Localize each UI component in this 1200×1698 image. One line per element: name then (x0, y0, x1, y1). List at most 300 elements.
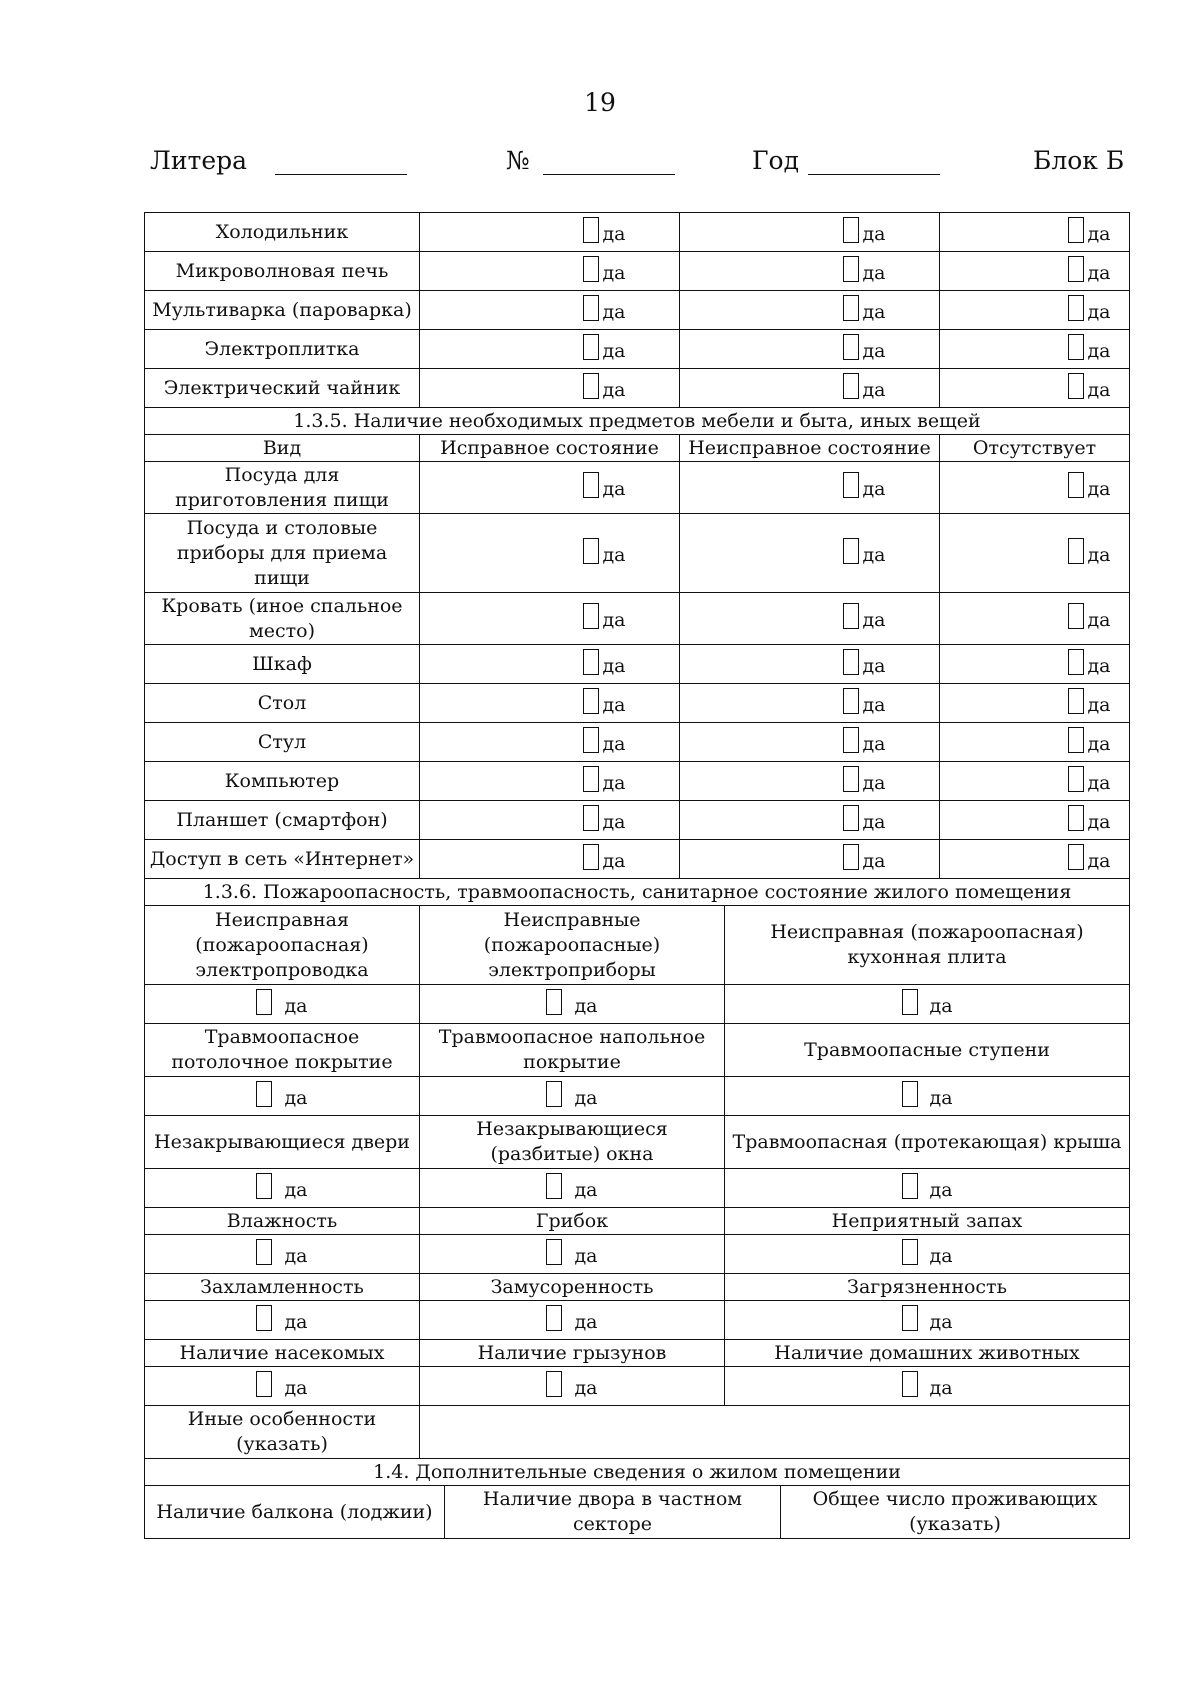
checkbox[interactable] (1068, 217, 1084, 243)
section-136-title-row (145, 879, 1130, 906)
checkbox[interactable] (546, 1371, 562, 1397)
checkbox-working[interactable] (473, 601, 625, 629)
checkbox[interactable] (583, 334, 599, 360)
hazard-checkbox[interactable] (256, 1079, 307, 1107)
checkbox[interactable] (546, 1173, 562, 1199)
hazard-label-row (145, 1208, 1130, 1235)
checkbox[interactable] (546, 1305, 562, 1331)
hazard-checkbox[interactable] (902, 1237, 953, 1265)
checkbox[interactable] (843, 805, 859, 831)
checkbox-label: да (1087, 339, 1111, 362)
hazard-checkbox[interactable] (546, 1369, 597, 1397)
checkbox-working[interactable] (473, 686, 625, 714)
number-field[interactable] (543, 174, 675, 175)
checkbox-absent[interactable] (958, 842, 1110, 870)
checkbox-absent-cell (940, 369, 1130, 408)
hazard-label: Незакрывающиеся двери (145, 1116, 420, 1169)
column-header: Отсутствует (940, 435, 1130, 462)
checkbox[interactable] (1068, 538, 1084, 564)
checkbox[interactable] (843, 766, 859, 792)
hazard-checkbox[interactable] (256, 1171, 307, 1199)
checkbox-absent[interactable] (958, 332, 1110, 360)
checkbox-label: да (284, 1244, 308, 1267)
checkbox[interactable] (1068, 844, 1084, 870)
checkbox-absent[interactable] (958, 254, 1110, 282)
litera-field[interactable] (275, 174, 407, 175)
checkbox-working[interactable] (473, 725, 625, 753)
checkbox-absent-cell (940, 801, 1130, 840)
checkbox-working-cell (420, 462, 680, 514)
checkbox-label: да (1087, 810, 1111, 833)
checkbox-label: да (602, 378, 626, 401)
checkbox[interactable] (583, 688, 599, 714)
checkbox-broken-cell (680, 462, 940, 514)
checkbox-absent[interactable] (958, 601, 1110, 629)
checkbox-broken[interactable] (733, 686, 885, 714)
checkbox-broken-cell (680, 330, 940, 369)
checkbox[interactable] (902, 1239, 918, 1265)
checkbox-broken[interactable] (733, 647, 885, 675)
checkbox-absent-cell (940, 723, 1130, 762)
checkbox-broken[interactable] (733, 601, 885, 629)
checkbox-absent-cell (940, 291, 1130, 330)
checkbox-label: да (602, 654, 626, 677)
checkbox[interactable] (583, 256, 599, 282)
checkbox-label: да (602, 849, 626, 872)
furniture-item-name: Стол (145, 684, 420, 723)
checkbox-label: да (862, 609, 886, 631)
checkbox-absent-cell (940, 684, 1130, 723)
checkbox[interactable] (1068, 334, 1084, 360)
checkbox-absent-cell (940, 330, 1130, 369)
furniture-row (145, 684, 1130, 723)
checkbox-label: да (1087, 732, 1111, 755)
hazard-checkbox-row (145, 1301, 1130, 1340)
checkbox[interactable] (843, 603, 859, 629)
additional-info-table (144, 1485, 1130, 1539)
hazard-label: Неприятный запах (725, 1208, 1130, 1235)
checkbox-absent[interactable] (958, 215, 1110, 243)
section-136-title: 1.3.6. Пожароопасность, травмоопасность, санитарное состояние жилого помещения (145, 879, 1130, 906)
hazard-checkbox[interactable] (256, 1303, 307, 1331)
appliance-name: Электроплитка (145, 330, 420, 369)
checkbox[interactable] (843, 256, 859, 282)
hazard-checkbox[interactable] (546, 1237, 597, 1265)
checkbox[interactable] (843, 649, 859, 675)
hazard-checkbox-cell (725, 1367, 1130, 1406)
checkbox-absent-cell (940, 252, 1130, 291)
hazard-checkbox-cell (725, 1077, 1130, 1116)
checkbox-broken-cell (680, 291, 940, 330)
checkbox[interactable] (583, 805, 599, 831)
checkbox-working-cell (420, 840, 680, 879)
checkbox-working-cell (420, 801, 680, 840)
hazard-label-row (145, 1274, 1130, 1301)
checkbox-absent[interactable] (958, 803, 1110, 831)
checkbox[interactable] (1068, 766, 1084, 792)
column-header: Вид (145, 435, 420, 462)
checkbox-label: да (602, 732, 626, 755)
checkbox-broken-cell (680, 840, 940, 879)
checkbox[interactable] (902, 1081, 918, 1107)
checkbox-broken[interactable] (733, 371, 885, 399)
checkbox-label: да (862, 300, 886, 323)
hazard-checkbox[interactable] (902, 1303, 953, 1331)
appliance-name: Электрический чайник (145, 369, 420, 408)
checkbox-label: да (602, 261, 626, 284)
litera-label: Литера (150, 146, 248, 175)
year-label: Год (752, 146, 799, 175)
checkbox-broken[interactable] (733, 254, 885, 282)
checkbox-broken-cell (680, 684, 940, 723)
checkbox[interactable] (583, 603, 599, 629)
checkbox[interactable] (843, 727, 859, 753)
hazard-checkbox[interactable] (256, 987, 307, 1015)
checkbox-label: да (1087, 478, 1111, 500)
checkbox-working[interactable] (473, 371, 625, 399)
hazard-label-row (145, 906, 1130, 985)
checkbox-label: да (862, 261, 886, 284)
checkbox-broken[interactable] (733, 803, 885, 831)
checkbox-label: да (1087, 378, 1111, 401)
checkbox[interactable] (1068, 727, 1084, 753)
other-features-row (145, 1406, 1130, 1459)
checkbox-broken[interactable] (733, 536, 885, 564)
checkbox[interactable] (583, 217, 599, 243)
section-14-title-row (145, 1459, 1130, 1486)
checkbox[interactable] (843, 373, 859, 399)
hazard-checkbox-cell (725, 1301, 1130, 1340)
checkbox-working[interactable] (473, 254, 625, 282)
checkbox-working[interactable] (473, 470, 625, 498)
checkbox-label: да (284, 1086, 308, 1109)
hazard-checkbox[interactable] (546, 987, 597, 1015)
checkbox-label: да (1087, 654, 1111, 677)
checkbox-absent-cell (940, 762, 1130, 801)
checkbox-absent[interactable] (958, 764, 1110, 792)
checkbox-label: да (1087, 609, 1111, 631)
hazard-checkbox-cell (145, 1077, 420, 1116)
furniture-row (145, 462, 1130, 514)
checkbox-label: да (862, 810, 886, 833)
hazard-checkbox-cell (420, 1367, 725, 1406)
checkbox-absent[interactable] (958, 470, 1110, 498)
checkbox[interactable] (546, 1239, 562, 1265)
checkbox-label: да (574, 1086, 598, 1109)
checkbox-label: да (602, 339, 626, 362)
checkbox[interactable] (1068, 256, 1084, 282)
checkbox-working[interactable] (473, 764, 625, 792)
checkbox-broken[interactable] (733, 215, 885, 243)
section-135-title-row (145, 408, 1130, 435)
checkbox[interactable] (1068, 472, 1084, 498)
checkbox-label: да (1087, 300, 1111, 323)
checkbox-absent[interactable] (958, 725, 1110, 753)
appliance-row (145, 252, 1130, 291)
additional-info-header: Наличие двора в частном секторе (445, 1486, 781, 1539)
checkbox-working-cell (420, 762, 680, 801)
checkbox-working-cell (420, 593, 680, 645)
checkbox-working[interactable] (473, 536, 625, 564)
checkbox-label: да (284, 1310, 308, 1333)
block-label: Блок Б (1033, 146, 1125, 175)
other-features-label: Иные особенности (указать) (145, 1406, 420, 1459)
hazard-checkbox-cell (420, 1301, 725, 1340)
appliance-row (145, 330, 1130, 369)
additional-info-header: Общее число проживающих (указать) (781, 1486, 1130, 1539)
checkbox-broken-cell (680, 514, 940, 593)
checkbox[interactable] (843, 844, 859, 870)
hazard-label: Неисправная (пожароопасная) кухонная плита (725, 906, 1130, 985)
checkbox-label: да (602, 543, 626, 566)
hazard-checkbox-cell (145, 1169, 420, 1208)
checkbox[interactable] (843, 217, 859, 243)
checkbox[interactable] (1068, 805, 1084, 831)
checkbox[interactable] (843, 334, 859, 360)
hazard-label: Грибок (420, 1208, 725, 1235)
checkbox[interactable] (256, 1081, 272, 1107)
checkbox[interactable] (1068, 688, 1084, 714)
appliance-name: Мультиварка (пароварка) (145, 291, 420, 330)
hazard-label: Неисправные (пожароопасные) электроприборы (420, 906, 725, 985)
checkbox[interactable] (256, 1371, 272, 1397)
hazard-label: Травмоопасная (протекающая) крыша (725, 1116, 1130, 1169)
checkbox-broken-cell (680, 593, 940, 645)
checkbox-label: да (929, 1086, 953, 1109)
hazard-checkbox[interactable] (256, 1369, 307, 1397)
checkbox[interactable] (583, 295, 599, 321)
checkbox-label: да (862, 771, 886, 794)
hazard-checkbox[interactable] (902, 987, 953, 1015)
checkbox-label: да (602, 300, 626, 323)
checkbox[interactable] (843, 688, 859, 714)
checkbox-label: да (1087, 693, 1111, 716)
checkbox-absent-cell (940, 645, 1130, 684)
hazard-label: Незакрывающиеся (разбитые) окна (420, 1116, 725, 1169)
hazard-checkbox-cell (420, 1077, 725, 1116)
hazard-label: Замусоренность (420, 1274, 725, 1301)
checkbox-broken[interactable] (733, 332, 885, 360)
checkbox-working[interactable] (473, 215, 625, 243)
furniture-row (145, 593, 1130, 645)
furniture-item-name: Шкаф (145, 645, 420, 684)
checkbox-absent-cell (940, 840, 1130, 879)
checkbox[interactable] (902, 1305, 918, 1331)
checkbox-absent-cell (940, 514, 1130, 593)
section-14-title: 1.4. Дополнительные сведения о жилом помещении (145, 1459, 1130, 1486)
checkbox[interactable] (902, 1371, 918, 1397)
checkbox[interactable] (583, 727, 599, 753)
checkbox-working-cell (420, 723, 680, 762)
hazard-label: Наличие домашних животных (725, 1340, 1130, 1367)
checkbox-label: да (1087, 771, 1111, 794)
hazard-checkbox-cell (725, 1235, 1130, 1274)
checkbox-label: да (1087, 222, 1111, 245)
checkbox[interactable] (1068, 649, 1084, 675)
checkbox[interactable] (1068, 295, 1084, 321)
checkbox-label: да (929, 1178, 953, 1201)
furniture-row (145, 801, 1130, 840)
appliance-row (145, 369, 1130, 408)
checkbox-working[interactable] (473, 842, 625, 870)
checkbox-broken-cell (680, 252, 940, 291)
checkbox[interactable] (902, 1173, 918, 1199)
checkbox-working-cell (420, 684, 680, 723)
safety-sanitary-table (144, 878, 1130, 1486)
furniture-item-name: Доступ в сеть «Интернет» (145, 840, 420, 879)
column-header: Неисправное состояние (680, 435, 940, 462)
checkbox-label: да (1087, 849, 1111, 872)
checkbox-working[interactable] (473, 647, 625, 675)
checkbox-working[interactable] (473, 332, 625, 360)
checkbox-label: да (929, 1244, 953, 1267)
checkbox-absent[interactable] (958, 293, 1110, 321)
checkbox-broken[interactable] (733, 764, 885, 792)
checkbox-label: да (862, 543, 886, 566)
checkbox[interactable] (1068, 373, 1084, 399)
furniture-row (145, 514, 1130, 593)
checkbox-absent-cell (940, 593, 1130, 645)
checkbox-label: да (862, 339, 886, 362)
hazard-checkbox[interactable] (902, 1171, 953, 1199)
checkbox[interactable] (256, 1305, 272, 1331)
hazard-checkbox[interactable] (546, 1171, 597, 1199)
checkbox[interactable] (1068, 603, 1084, 629)
appliance-name: Холодильник (145, 213, 420, 252)
hazard-label: Травмоопасное потолочное покрытие (145, 1024, 420, 1077)
hazard-checkbox-row (145, 1077, 1130, 1116)
checkbox-broken[interactable] (733, 842, 885, 870)
hazard-checkbox[interactable] (546, 1079, 597, 1107)
checkbox[interactable] (583, 538, 599, 564)
checkbox-label: да (929, 1310, 953, 1333)
checkbox-absent[interactable] (958, 686, 1110, 714)
checkbox[interactable] (256, 1239, 272, 1265)
hazard-checkbox-cell (145, 985, 420, 1024)
checkbox[interactable] (583, 766, 599, 792)
checkbox[interactable] (902, 989, 918, 1015)
checkbox[interactable] (843, 538, 859, 564)
hazard-checkbox-row (145, 1169, 1130, 1208)
checkbox-label: да (574, 994, 598, 1017)
hazard-checkbox-row (145, 985, 1130, 1024)
checkbox-label: да (862, 222, 886, 245)
checkbox-label: да (929, 994, 953, 1017)
checkbox-broken-cell (680, 762, 940, 801)
hazard-checkbox-cell (420, 1169, 725, 1208)
year-field[interactable] (808, 174, 940, 175)
checkbox[interactable] (583, 472, 599, 498)
appliance-row (145, 291, 1130, 330)
checkbox-absent-cell (940, 213, 1130, 252)
checkbox[interactable] (843, 295, 859, 321)
checkbox-label: да (862, 693, 886, 716)
checkbox-broken[interactable] (733, 293, 885, 321)
furniture-item-name: Стул (145, 723, 420, 762)
furniture-row (145, 840, 1130, 879)
checkbox-label: да (574, 1244, 598, 1267)
checkbox[interactable] (583, 649, 599, 675)
checkbox-label: да (574, 1178, 598, 1201)
hazard-checkbox[interactable] (546, 1303, 597, 1331)
hazard-label: Захламленность (145, 1274, 420, 1301)
other-features-field[interactable] (420, 1406, 1130, 1459)
checkbox-label: да (862, 732, 886, 755)
checkbox-label: да (862, 654, 886, 677)
checkbox-working-cell (420, 252, 680, 291)
checkbox[interactable] (583, 373, 599, 399)
hazard-checkbox-cell (145, 1301, 420, 1340)
hazard-label: Неисправная (пожароопасная) электропроводка (145, 906, 420, 985)
hazard-checkbox[interactable] (902, 1369, 953, 1397)
furniture-row (145, 762, 1130, 801)
checkbox-absent[interactable] (958, 536, 1110, 564)
furniture-item-name: Посуда для приготовления пищи (145, 462, 420, 514)
checkbox-label: да (602, 609, 626, 631)
checkbox-label: да (284, 1376, 308, 1399)
section-135-header-row (145, 435, 1130, 462)
checkbox[interactable] (256, 989, 272, 1015)
checkbox-working-cell (420, 291, 680, 330)
hazard-label-row (145, 1024, 1130, 1077)
checkbox-label: да (862, 849, 886, 872)
hazard-checkbox[interactable] (902, 1079, 953, 1107)
checkbox-label: да (1087, 261, 1111, 284)
checkbox-working[interactable] (473, 293, 625, 321)
column-header: Исправное состояние (420, 435, 680, 462)
page-number: 19 (584, 88, 616, 117)
hazard-checkbox-row (145, 1367, 1130, 1406)
hazard-checkbox[interactable] (256, 1237, 307, 1265)
checkbox-absent[interactable] (958, 647, 1110, 675)
checkbox-label: да (284, 1178, 308, 1201)
checkbox-broken-cell (680, 369, 940, 408)
checkbox-label: да (284, 994, 308, 1017)
checkbox-broken-cell (680, 213, 940, 252)
checkbox-working-cell (420, 645, 680, 684)
hazard-label-row (145, 1116, 1130, 1169)
section-135-title: 1.3.5. Наличие необходимых предметов мебели и быта, иных вещей (145, 408, 1130, 435)
hazard-label: Наличие грызунов (420, 1340, 725, 1367)
checkbox-absent-cell (940, 462, 1130, 514)
hazard-label: Влажность (145, 1208, 420, 1235)
checkbox-absent[interactable] (958, 371, 1110, 399)
furniture-row (145, 723, 1130, 762)
checkbox-label: да (862, 478, 886, 500)
checkbox[interactable] (843, 472, 859, 498)
checkbox[interactable] (256, 1173, 272, 1199)
hazard-label: Травмоопасные ступени (725, 1024, 1130, 1077)
checkbox-broken[interactable] (733, 470, 885, 498)
additional-info-header: Наличие балкона (лоджии) (145, 1486, 445, 1539)
checkbox-working-cell (420, 330, 680, 369)
checkbox[interactable] (583, 844, 599, 870)
checkbox-broken-cell (680, 645, 940, 684)
checkbox-working-cell (420, 514, 680, 593)
checkbox[interactable] (546, 989, 562, 1015)
checkbox-working-cell (420, 213, 680, 252)
checkbox-working[interactable] (473, 803, 625, 831)
checkbox[interactable] (546, 1081, 562, 1107)
furniture-item-name: Кровать (иное спальное место) (145, 593, 420, 645)
hazard-label: Травмоопасное напольное покрытие (420, 1024, 725, 1077)
checkbox-broken[interactable] (733, 725, 885, 753)
hazard-checkbox-cell (420, 985, 725, 1024)
furniture-row (145, 645, 1130, 684)
checkbox-broken-cell (680, 723, 940, 762)
checkbox-label: да (1087, 543, 1111, 566)
appliance-row (145, 213, 1130, 252)
